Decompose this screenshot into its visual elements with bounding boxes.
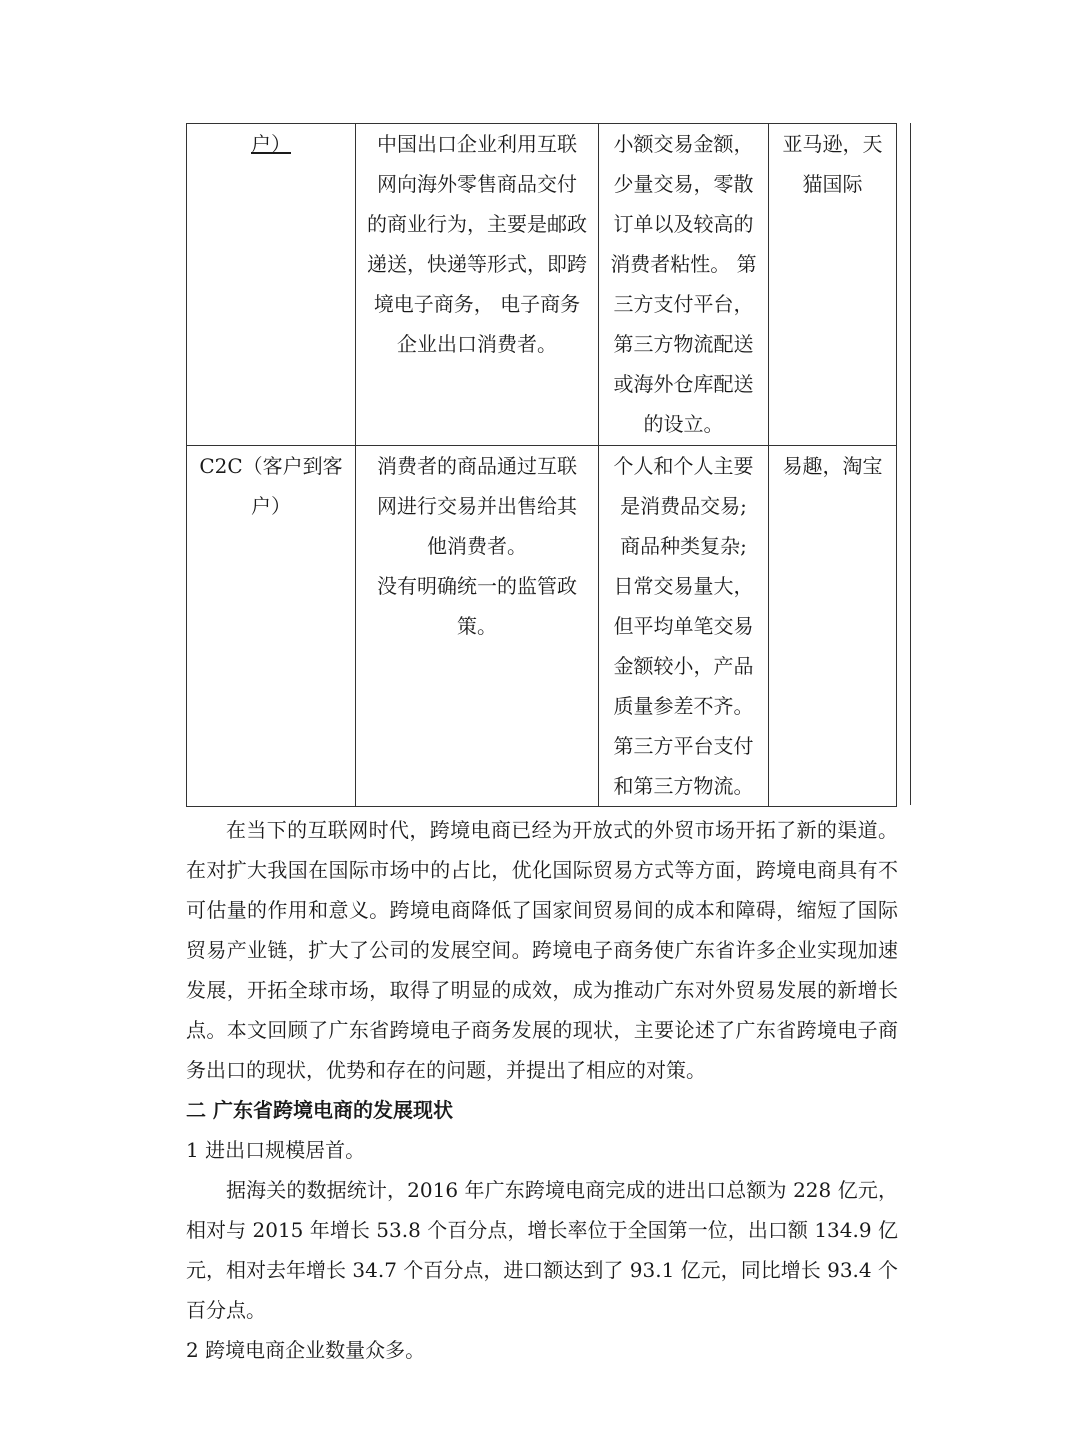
cell-line: 网向海外零售商品交付: [377, 172, 577, 196]
table-cell-examples: [769, 446, 897, 807]
cell-line: 的设立。: [643, 412, 724, 436]
cell-line: 境电子商务， 电子商务: [373, 292, 581, 316]
cell-line: 三方支付平台，: [613, 292, 754, 316]
cell-line: 户）: [251, 132, 291, 156]
table-row: [187, 446, 897, 807]
table-cell-description: [356, 124, 599, 446]
cell-line: 策。: [457, 614, 497, 638]
ecommerce-mode-table: [186, 123, 897, 807]
cell-line: 商品种类复杂;: [620, 534, 747, 558]
cell-line: 消费者的商品通过互联: [377, 454, 577, 478]
subheading-scale: 1 进出口规模居首。: [186, 1138, 366, 1162]
table-row: [187, 124, 897, 446]
cell-line: 和第三方物流。: [613, 774, 754, 798]
cell-line: 第三方平台支付: [613, 734, 754, 758]
cell-line: 的商业行为，主要是邮政: [367, 212, 587, 236]
cell-line: 但平均单笔交易: [613, 614, 754, 638]
cell-line: 亚马逊，天: [782, 132, 883, 156]
cell-line: 网进行交易并出售给其: [377, 494, 577, 518]
cell-line: 中国出口企业利用互联: [377, 132, 577, 156]
cell-line: 质量参差不齐。: [613, 694, 754, 718]
cell-line: 或海外仓库配送: [613, 372, 754, 396]
cell-line: 日常交易量大，: [613, 574, 754, 598]
section-heading: 二 广东省跨境电商的发展现状: [186, 1098, 453, 1122]
cell-line: 订单以及较高的: [613, 212, 754, 236]
cell-line: 是消费品交易;: [620, 494, 747, 518]
table-cell-description: [356, 446, 599, 807]
cell-line: 他消费者。: [427, 534, 527, 558]
cell-line: 递送，快递等形式，即跨: [367, 252, 587, 276]
table-cell-features: [599, 446, 769, 807]
cell-line: 企业出口消费者。: [397, 332, 557, 356]
cell-line: 金额较小，产品: [613, 654, 754, 678]
cell-line: 消费者粘性。 第: [610, 252, 757, 276]
cell-line: 个人和个人主要: [613, 454, 754, 478]
cell-line: 没有明确统一的监管政: [377, 574, 577, 598]
cell-line: 猫国际: [802, 172, 863, 196]
cell-line: 易趣，淘宝: [782, 454, 883, 478]
table-cell-examples: [769, 124, 897, 446]
table-cell-features: [599, 124, 769, 446]
cell-line: C2C（客户到客: [199, 454, 343, 478]
cell-line: 小额交易金额，: [613, 132, 754, 156]
subheading-enterprises: 2 跨境电商企业数量众多。: [186, 1338, 426, 1362]
cell-line: 少量交易，零散: [613, 172, 754, 196]
table-cell-type: [187, 124, 356, 446]
body-text: [186, 810, 898, 1370]
cell-line: 户）: [251, 494, 291, 518]
stats-paragraph: 据海关的数据统计，2016 年广东跨境电商完成的进出口总额为 228 亿元，相对与 2015 年增长 53.8 个百分点，增长率位于全国第一位，出口额 134.9 亿元，相对去年增长 34.7 个百分点，进口额达到了 93.1 亿元，同比增长 93.4 个百分点。: [186, 1178, 898, 1322]
cell-line: 第三方物流配送: [613, 332, 754, 356]
table-right-border: [910, 123, 911, 805]
intro-paragraph: 在当下的互联网时代，跨境电商已经为开放式的外贸市场开拓了新的渠道。在对扩大我国在国际市场中的占比，优化国际贸易方式等方面，跨境电商具有不可估量的作用和意义。跨境电商降低了国家间贸易间的成本和障碍，缩短了国际贸易产业链，扩大了公司的发展空间。跨境电子商务使广东省许多企业实现加速发展，开拓全球市场，取得了明显的成效，成为推动广东对外贸易发展的新增长点。本文回顾了广东省跨境电子商务发展的现状，主要论述了广东省跨境电子商务出口的现状，优势和存在的问题，并提出了相应的对策。: [186, 818, 898, 1082]
table-cell-type: [187, 446, 356, 807]
